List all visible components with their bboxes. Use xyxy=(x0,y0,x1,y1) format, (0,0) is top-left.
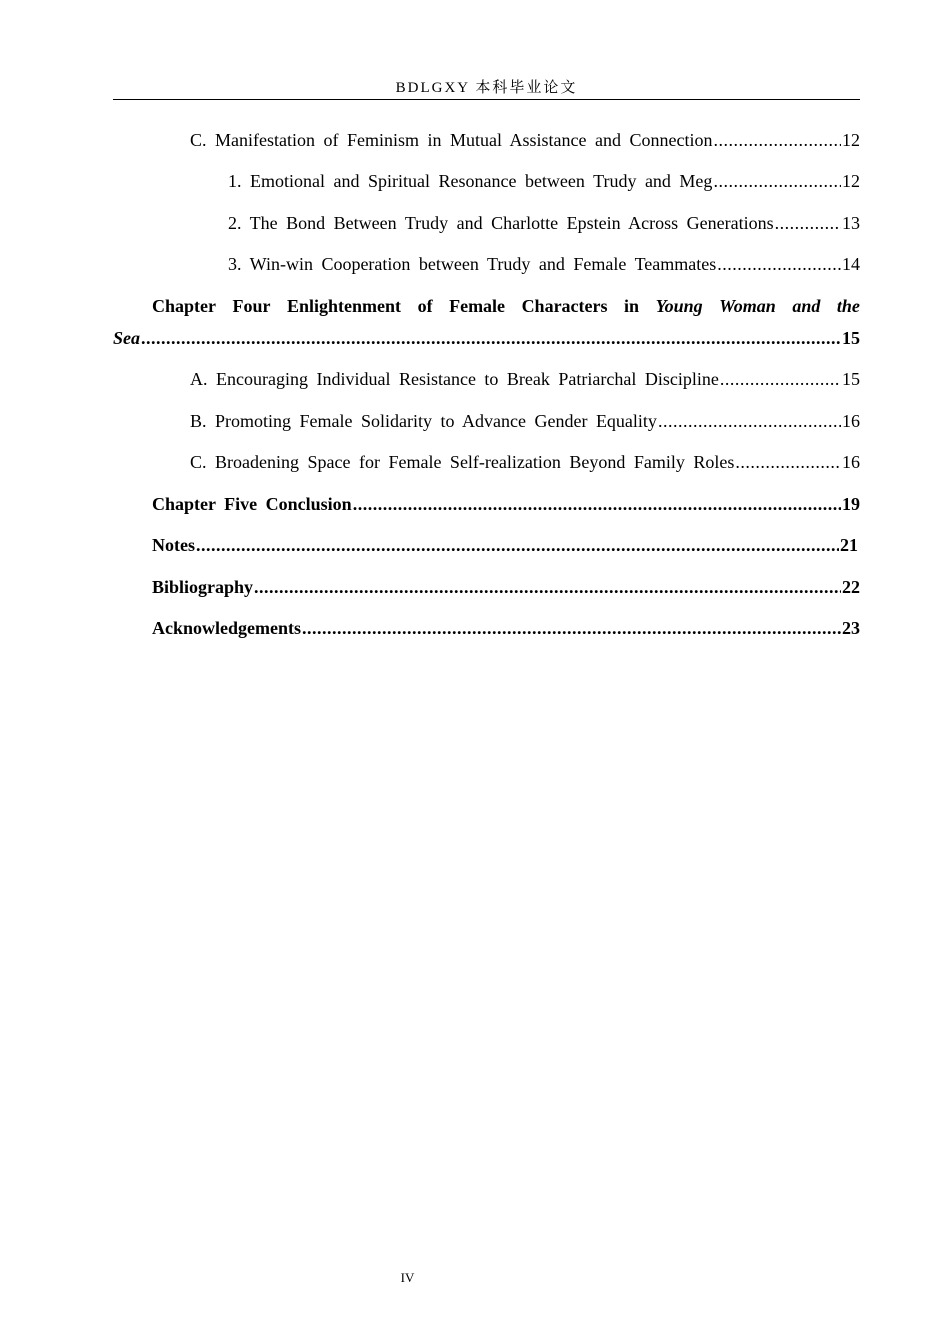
toc-entry-page: 15 xyxy=(842,369,860,389)
toc-entry-bibliography[interactable] xyxy=(152,576,860,598)
toc-entry-title: Sea xyxy=(113,328,140,348)
page-number: IV xyxy=(400,1270,415,1285)
toc-entry-b-promoting[interactable] xyxy=(190,410,860,432)
toc-entry-c-broadening[interactable] xyxy=(190,451,860,473)
toc-entry-page: 12 xyxy=(842,130,860,150)
toc-entry-page: 19 xyxy=(842,494,860,514)
dot-leader xyxy=(302,617,841,639)
toc-entry-title: Notes xyxy=(152,535,195,555)
toc-word: Four xyxy=(232,296,271,316)
toc-entry-chapter-four[interactable] xyxy=(152,295,860,317)
toc-entry-title: C. Broadening Space for Female Self-realization Beyond Family Roles xyxy=(190,452,735,472)
dot-leader xyxy=(713,129,841,151)
toc-entry-page: 12 xyxy=(842,171,860,191)
toc-word: Characters xyxy=(521,296,608,316)
toc-word: of xyxy=(417,296,433,316)
toc-entry-title: 2. The Bond Between Trudy and Charlotte Epstein Across Generations xyxy=(228,213,774,233)
toc-entry-title: B. Promoting Female Solidarity to Advance Gender Equality xyxy=(190,411,657,431)
dot-leader xyxy=(713,170,841,192)
dot-leader xyxy=(720,368,841,390)
page-header: BDLGXY 本科毕业论文 xyxy=(395,80,578,96)
toc-entry-page: 22 xyxy=(842,577,860,597)
toc-entry-title: Acknowledgements xyxy=(152,618,301,638)
toc-entry-chapter-five[interactable] xyxy=(152,493,860,515)
header-rule xyxy=(113,99,860,100)
toc-word-italic: Woman xyxy=(719,296,776,316)
dot-leader xyxy=(775,212,841,234)
toc-entry-a-encouraging[interactable] xyxy=(190,368,860,390)
toc-entry-page: 13 xyxy=(842,213,860,233)
dot-leader xyxy=(254,576,841,598)
dot-leader xyxy=(717,253,841,275)
dot-leader xyxy=(196,534,839,556)
toc-entry-page: 14 xyxy=(842,254,860,274)
toc-entry-page: 15 xyxy=(842,328,860,348)
dot-leader xyxy=(353,493,841,515)
toc-entry-page: 23 xyxy=(842,618,860,638)
toc-word: Female xyxy=(449,296,506,316)
dot-leader xyxy=(658,410,841,432)
toc-word: Chapter xyxy=(152,296,216,316)
toc-entry-page: 16 xyxy=(842,452,860,472)
toc-entry-c-manifestation[interactable] xyxy=(190,129,860,151)
toc-entry-title: C. Manifestation of Feminism in Mutual Assistance and Connection xyxy=(190,130,713,150)
toc-word-italic: and xyxy=(792,296,821,316)
toc-entry-title: 3. Win-win Cooperation between Trudy and Female Teammates xyxy=(228,254,717,274)
toc-entry-title: A. Encouraging Individual Resistance to Break Patriarchal Discipline xyxy=(190,369,719,389)
toc-word-italic: Young xyxy=(655,296,703,316)
toc-entry-title: Bibliography xyxy=(152,577,254,597)
toc-entry-page: 16 xyxy=(842,411,860,431)
toc-entry-acknowledgements[interactable] xyxy=(152,617,860,639)
dot-leader xyxy=(141,327,841,349)
toc-word: in xyxy=(624,296,640,316)
toc-word-italic: the xyxy=(836,296,860,316)
toc-entry-winwin[interactable] xyxy=(228,253,860,275)
toc-entry-page: 21 xyxy=(840,535,858,555)
toc-entry-bond[interactable] xyxy=(228,212,860,234)
toc-entry-chapter-four-continued[interactable] xyxy=(113,327,860,349)
toc-entry-emotional[interactable] xyxy=(228,170,860,192)
dot-leader xyxy=(735,451,841,473)
toc-word: Enlightenment xyxy=(287,296,402,316)
toc-entry-title: Chapter Five Conclusion xyxy=(152,494,352,514)
toc-entry-title: 1. Emotional and Spiritual Resonance between Trudy and Meg xyxy=(228,171,713,191)
toc-entry-notes[interactable] xyxy=(152,534,858,556)
